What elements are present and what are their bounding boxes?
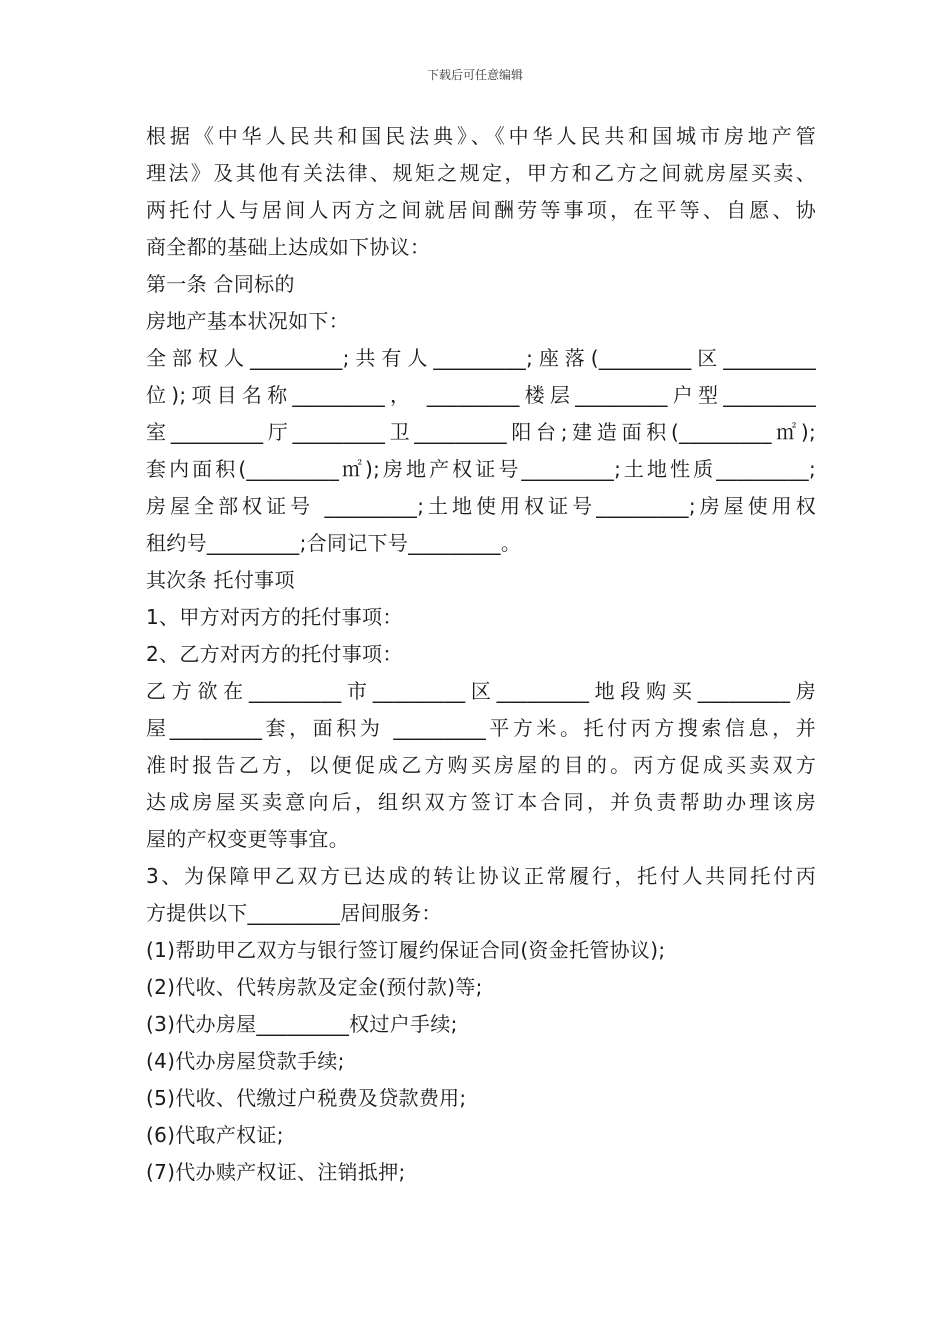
form-line: 方提供以下_________居间服务： (146, 901, 442, 925)
paragraph-line: 房地产基本状况如下： (146, 309, 349, 333)
form-line: 室_________厅_________卫_________阳台;建造面积(_________㎡); (146, 420, 816, 444)
paragraph-line: 达成房屋买卖意向后，组织双方签订本合同，并负责帮助办理该房 (146, 790, 816, 814)
list-item: (2)代收、代转房款及定金(预付款)等; (146, 975, 483, 999)
section-heading: 第一条 合同标的 (146, 272, 295, 296)
page-header: 下载后可任意编辑 (426, 68, 523, 82)
paragraph-line: 准时报告乙方，以便促成乙方购买房屋的目的。丙方促成买卖双方 (146, 753, 816, 777)
paragraph-line: 两托付人与居间人丙方之间就居间酬劳等事项，在平等、自愿、协 (146, 198, 816, 222)
form-line: 租约号_________;合同记下号_________。 (146, 531, 522, 555)
list-item: 1、甲方对丙方的托付事项： (146, 605, 403, 629)
list-item: (5)代收、代缴过户税费及贷款费用; (146, 1086, 467, 1110)
form-line: 乙方欲在_________市_________区_________地段购买_________房 (146, 679, 816, 703)
section-heading: 其次条 托付事项 (146, 568, 295, 592)
list-item: 3、为保障甲乙双方已达成的转让协议正常履行，托付人共同托付丙 (146, 864, 816, 888)
list-item: (3)代办房屋_________权过户手续; (146, 1012, 458, 1036)
paragraph-line: 根据《中华人民共和国民法典》、《中华人民共和国城市房地产管 (146, 124, 816, 148)
form-line: 套内面积(_________㎡);房地产权证号_________;土地性质_________; (146, 457, 816, 481)
form-line: 房屋全部权证号 _________;土地使用权证号_________;房屋使用权 (146, 494, 816, 518)
list-item: (1)帮助甲乙双方与银行签订履约保证合同(资金托管协议); (146, 938, 666, 962)
list-item: (7)代办赎产权证、注销抵押; (146, 1160, 406, 1184)
document-body (146, 118, 816, 1191)
form-line: 位);项目名称_________， _________楼层_________户型_________ (146, 383, 816, 407)
list-item: 2、乙方对丙方的托付事项： (146, 642, 403, 666)
form-line: 屋_________套，面积为 _________平方米。托付丙方搜索信息，并 (146, 716, 816, 740)
form-line: 全部权人_________;共有人_________;座落(_________区_________ (146, 346, 816, 370)
paragraph-line: 商全都的基础上达成如下协议： (146, 235, 431, 259)
paragraph-line: 屋的产权变更等事宜。 (146, 827, 349, 851)
list-item: (4)代办房屋贷款手续; (146, 1049, 345, 1073)
paragraph-line: 理法》及其他有关法律、规矩之规定，甲方和乙方之间就房屋买卖、 (146, 161, 816, 185)
list-item: (6)代取产权证; (146, 1123, 284, 1147)
